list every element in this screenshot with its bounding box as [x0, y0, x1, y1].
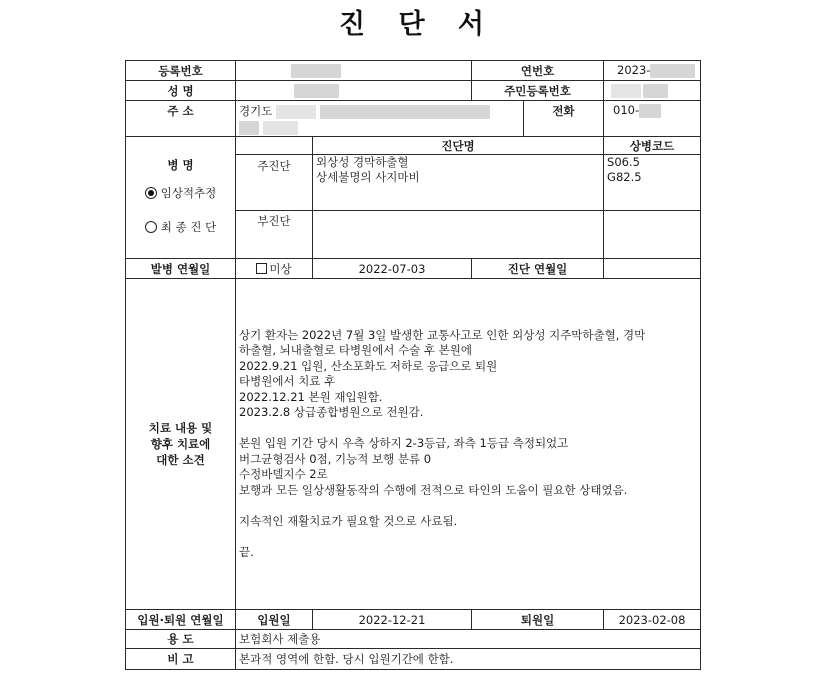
opinion-line: 하출혈, 뇌내출혈로 타병원에서 수술 후 본원에 [239, 343, 473, 358]
document-title: 진 단 서 [338, 9, 497, 40]
opinion-blank-line [239, 421, 697, 437]
opinion-line: 상기 환자는 2022년 7월 3일 발생한 교통사고로 인한 외상성 지주막하출혈, 경막 [239, 327, 646, 342]
checkbox-icon [256, 263, 267, 274]
remarks-value: 본과적 영역에 한함. 당시 입원기간에 한함. [236, 649, 701, 670]
opinion-line: 본원 입원 기간 당시 우측 상하지 2-3등급, 좌측 1등급 측정되었고 [239, 436, 569, 451]
treatment-opinion [236, 279, 701, 610]
main-diagnosis-codes [604, 155, 701, 211]
admit-date: 2022-12-21 [313, 610, 472, 630]
treatment-label [126, 279, 236, 610]
discharge-label: 퇴원일 [472, 610, 604, 630]
address-value [236, 101, 524, 137]
remarks-label: 비 고 [126, 649, 236, 670]
redacted-rrn-1 [611, 84, 641, 98]
purpose-value: 보험회사 제출용 [236, 630, 701, 649]
onset-date: 2022-07-03 [313, 259, 472, 279]
diagnosis-section [126, 137, 236, 259]
redacted-reg-no [291, 64, 341, 78]
radio-unchecked-icon [145, 221, 157, 233]
main-diagnosis-label: 주진단 [236, 155, 313, 211]
name-label: 성 명 [126, 81, 236, 101]
opinion-blank-line [239, 498, 697, 514]
treatment-label-3: 대한 소견 [156, 453, 205, 467]
diag-date-value [604, 259, 701, 279]
main-diagnosis-names [313, 155, 604, 211]
redacted-address-1 [276, 105, 316, 119]
main-diagnosis-2: 상세불명의 사지마비 [316, 170, 420, 184]
address-prefix: 경기도 [239, 104, 273, 118]
opinion-line: 타병원에서 치료 후 [239, 374, 336, 389]
discharge-date: 2023-02-08 [604, 610, 701, 630]
redacted-rrn-2 [643, 84, 668, 98]
main-diagnosis-1: 외상성 경막하출혈 [316, 155, 409, 169]
redacted-address-2 [320, 105, 490, 119]
opinion-blank-line [239, 529, 697, 545]
reg-no-value [236, 61, 472, 81]
onset-unknown-label: 미상 [269, 261, 292, 276]
diagnosis-name-header: 진단명 [313, 137, 604, 155]
opinion-line: 2023.2.8 상급종합병원으로 전원감. [239, 405, 424, 420]
redacted-address-4 [263, 121, 298, 135]
opinion-line: 지속적인 재활치료가 필요할 것으로 사료됨. [239, 513, 458, 528]
purpose-label: 용 도 [126, 630, 236, 649]
main-code-2: G82.5 [607, 170, 642, 184]
opinion-line: 수정바델지수 2로 [239, 467, 328, 482]
onset-label: 발병 연월일 [126, 259, 236, 279]
diagnosis-code-header: 상병코드 [604, 137, 701, 155]
diagnosis-label: 병 명 [167, 158, 194, 172]
redacted-name [294, 84, 339, 98]
reg-no-label: 등록번호 [126, 61, 236, 81]
admission-label: 입원·퇴원 연월일 [126, 610, 236, 630]
serial-value-text: 2023- [617, 63, 651, 78]
option-final[interactable] [129, 219, 232, 235]
opinion-line: 버그균형검사 0점, 기능적 보행 분류 0 [239, 451, 432, 466]
sub-diagnosis-codes [604, 211, 701, 259]
sub-diagnosis-label: 부진단 [236, 211, 313, 259]
main-code-1: S06.5 [607, 155, 640, 169]
opinion-line: 2022.12.21 본원 재입원함. [239, 389, 383, 404]
address-label: 주 소 [126, 101, 236, 137]
phone-label: 전화 [524, 101, 604, 137]
option-clinical-label: 임상적추정 [160, 186, 217, 200]
option-clinical[interactable] [129, 185, 232, 201]
admit-label: 입원일 [236, 610, 313, 630]
treatment-label-1: 치료 내용 및 [148, 421, 213, 435]
redacted-serial [650, 64, 695, 78]
sub-diagnosis-names [313, 211, 604, 259]
phone-prefix: 010- [613, 103, 640, 117]
name-value [236, 81, 472, 101]
diag-date-label: 진단 연월일 [472, 259, 604, 279]
treatment-label-2: 향후 치료에 [150, 437, 211, 451]
opinion-line: 보행과 모든 일상생활동작의 수행에 전적으로 타인의 도움이 필요한 상태였음. [239, 482, 628, 497]
redacted-address-3 [239, 121, 259, 135]
redacted-phone [639, 104, 661, 118]
radio-checked-icon [145, 187, 157, 199]
serial-value [604, 61, 701, 81]
diagnosis-certificate-form [125, 60, 701, 670]
phone-value [604, 101, 701, 137]
option-final-label: 최 종 진 단 [160, 220, 217, 234]
diag-header-blank [236, 137, 313, 155]
opinion-line: 끝. [239, 544, 254, 559]
rrn-value [604, 81, 701, 101]
rrn-label: 주민등록번호 [472, 81, 604, 101]
serial-label: 연번호 [472, 61, 604, 81]
onset-unknown[interactable] [236, 259, 313, 279]
opinion-line: 2022.9.21 입원, 산소포화도 저하로 응급으로 퇴원 [239, 358, 498, 373]
